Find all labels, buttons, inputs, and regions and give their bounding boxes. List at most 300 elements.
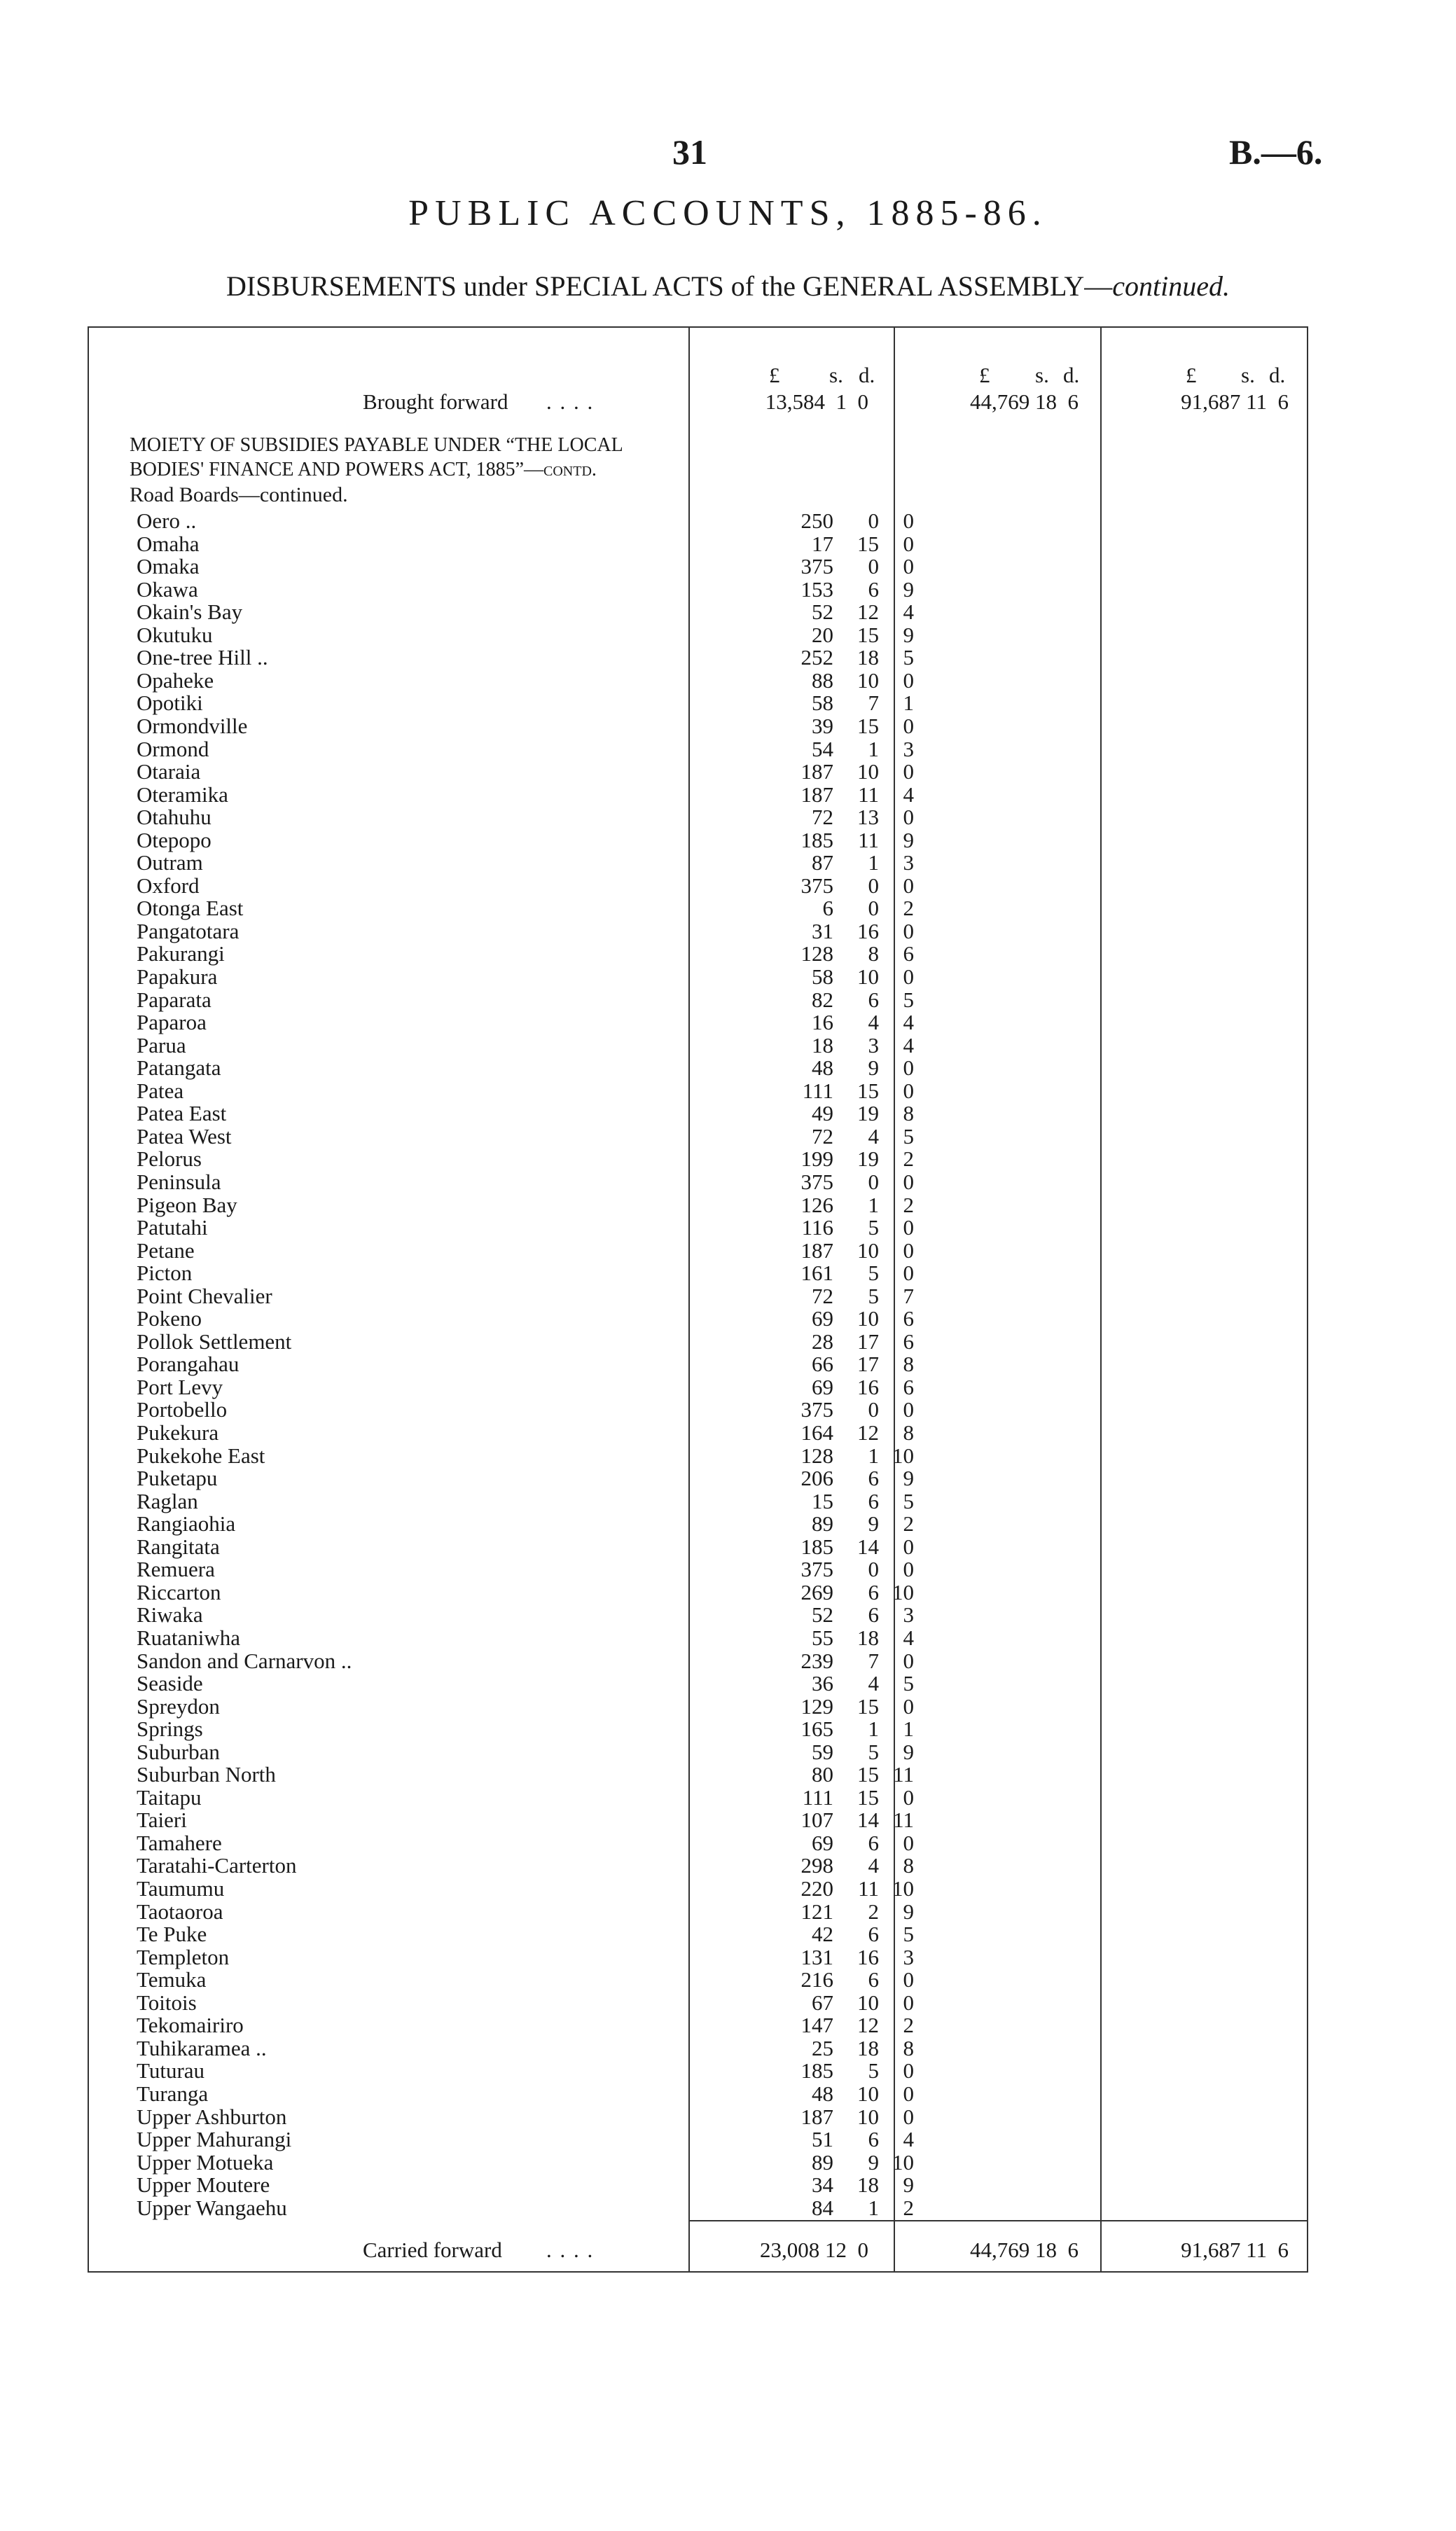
- amount-pence: 0: [903, 531, 914, 556]
- table-row: [137, 713, 914, 738]
- amount-pounds: 220: [800, 1876, 833, 1901]
- amount-pence: 0: [903, 1990, 914, 2015]
- amount-shillings: 0: [868, 873, 879, 898]
- table-row: [137, 782, 914, 807]
- road-board-name: Pelorus: [137, 1146, 202, 1172]
- amount-pounds: 107: [800, 1808, 833, 1833]
- amount-pence: 8: [903, 2035, 914, 2060]
- road-board-name: Sandon and Carnarvon ..: [137, 1648, 352, 1673]
- amount-shillings: 2: [868, 1899, 879, 1924]
- table-row: [137, 1534, 914, 1559]
- amount-pounds: 375: [800, 554, 833, 579]
- amount-shillings: 17: [857, 1329, 879, 1354]
- table-right-rule: [1307, 326, 1308, 2273]
- amount-shillings: 10: [857, 759, 879, 784]
- table-row: [137, 691, 914, 716]
- road-board-name: Point Chevalier: [137, 1283, 272, 1308]
- amount-pounds: 252: [800, 645, 833, 670]
- road-board-name: Omaka: [137, 554, 200, 579]
- table-row: [137, 1146, 914, 1172]
- amount-pence: 8: [903, 1853, 914, 1878]
- amount-shillings: 6: [868, 1488, 879, 1513]
- amount-shillings: 8: [868, 941, 879, 966]
- amount: [721, 1353, 917, 1375]
- amount-pence: 2: [903, 896, 914, 921]
- amount-shillings: 1: [868, 736, 879, 761]
- amount-pounds: 111: [802, 1784, 833, 1810]
- amount: [721, 692, 917, 714]
- amount: [721, 2060, 917, 2082]
- road-board-name: Peninsula: [137, 1169, 221, 1194]
- amount: [721, 1718, 917, 1740]
- amount-pounds: 31: [812, 918, 833, 943]
- amount-pence: 8: [903, 1101, 914, 1126]
- amount-pence: 10: [892, 1876, 914, 1901]
- amount-pounds: 88: [812, 667, 833, 693]
- amount-pounds: 69: [812, 1306, 833, 1331]
- amount-shillings: 14: [857, 1808, 879, 1833]
- table-row: [137, 667, 914, 693]
- road-board-name: Turanga: [137, 2081, 209, 2106]
- amount-pence: 5: [903, 1488, 914, 1513]
- amount-pence: 4: [903, 1625, 914, 1650]
- table-row: [137, 1853, 914, 1878]
- amount-pence: 0: [903, 667, 914, 693]
- amount-shillings: 1: [868, 1717, 879, 1742]
- amount-pence: 9: [903, 622, 914, 647]
- amount-pounds: 28: [812, 1329, 833, 1354]
- amount-pounds: 51: [812, 2127, 833, 2152]
- table-row: [137, 1693, 914, 1719]
- amount-pounds: 375: [800, 1557, 833, 1582]
- amount-shillings: 11: [858, 782, 879, 807]
- amount: [721, 1171, 917, 1193]
- amount-pence: 10: [892, 2149, 914, 2175]
- amount-pence: 8: [903, 1420, 914, 1445]
- road-board-name: Patea East: [137, 1101, 227, 1126]
- amount-shillings: 9: [868, 1055, 879, 1081]
- amount-pence: 0: [903, 964, 914, 989]
- amount-shillings: 18: [857, 2035, 879, 2060]
- amount-pounds: 42: [812, 1922, 833, 1947]
- road-board-name: Taotaoroa: [137, 1899, 223, 1924]
- page-subtitle: [0, 270, 1456, 303]
- carried-forward-dots: . . . .: [546, 2238, 595, 2262]
- table-row: [137, 2127, 914, 2152]
- amount-shillings: 16: [857, 918, 879, 943]
- table-row: [137, 531, 914, 556]
- amount: [721, 1399, 917, 1421]
- amount-pounds: 128: [800, 941, 833, 966]
- road-board-name: Paparoa: [137, 1010, 207, 1035]
- amount-pence: 5: [903, 1671, 914, 1696]
- amount-shillings: 11: [858, 827, 879, 852]
- carried-forward-rule: [690, 2220, 1308, 2221]
- amount-pounds: 48: [812, 1055, 833, 1081]
- road-board-name: Tuturau: [137, 2058, 205, 2083]
- table-row: [137, 1717, 914, 1742]
- amount-pounds: 129: [800, 1693, 833, 1719]
- amount: [721, 1262, 917, 1284]
- amount-pence: 0: [903, 508, 914, 533]
- amount: [721, 624, 917, 646]
- amount-pounds: 34: [812, 2172, 833, 2198]
- amount-pounds: 298: [800, 1853, 833, 1878]
- road-board-name: Tuhikaramea ..: [137, 2035, 267, 2060]
- amount-shillings: 0: [868, 554, 879, 579]
- amount-pounds: 131: [800, 1944, 833, 1969]
- amount-shillings: 6: [868, 576, 879, 602]
- amount-shillings: 10: [857, 667, 879, 693]
- amount-shillings: 18: [857, 645, 879, 670]
- amount-pounds: 89: [812, 2149, 833, 2175]
- amount-shillings: 15: [857, 1078, 879, 1103]
- amount: [721, 1784, 917, 1810]
- amount: [721, 1080, 917, 1102]
- amount: [721, 1763, 917, 1786]
- road-board-name: Picton: [137, 1261, 193, 1286]
- amount-pounds: 80: [812, 1762, 833, 1787]
- amount: [721, 715, 917, 737]
- amount-shillings: 6: [868, 1466, 879, 1491]
- road-board-name: Otaraia: [137, 759, 201, 784]
- amount-shillings: 13: [857, 805, 879, 830]
- road-board-name: Patea West: [137, 1123, 232, 1149]
- col1-pence-header: d.: [859, 363, 875, 387]
- col2-pence-header: d.: [1063, 363, 1080, 387]
- road-board-name: Pukekura: [137, 1420, 219, 1445]
- table-row: [137, 599, 914, 625]
- road-board-name: Okawa: [137, 576, 198, 602]
- road-board-name: Portobello: [137, 1397, 228, 1422]
- section-heading-line-1: MOIETY OF SUBSIDIES PAYABLE UNDER “THE LOCAL: [130, 434, 623, 456]
- amount-pence: 9: [903, 1466, 914, 1491]
- col1-pounds-header: £: [769, 363, 780, 387]
- road-board-name: Remuera: [137, 1557, 215, 1582]
- road-board-name: Oteramika: [137, 782, 228, 807]
- amount-pounds: 206: [800, 1466, 833, 1491]
- amount-shillings: 9: [868, 1511, 879, 1537]
- amount-shillings: 12: [857, 1420, 879, 1445]
- amount: [721, 1422, 917, 1444]
- table-row: [137, 1739, 914, 1764]
- amount-pounds: 48: [812, 2081, 833, 2106]
- road-board-name: Ruataniwha: [137, 1625, 241, 1650]
- amount: [721, 533, 917, 555]
- road-board-name: Riccarton: [137, 1579, 221, 1604]
- brought-forward-label: Brought forward: [363, 389, 508, 414]
- road-board-name: Patutahi: [137, 1215, 208, 1240]
- amount-shillings: 0: [868, 1169, 879, 1194]
- amount: [721, 1693, 917, 1719]
- amount-pence: 9: [903, 827, 914, 852]
- table-bottom-rule: [88, 2271, 1308, 2273]
- table-row: [137, 1237, 914, 1263]
- amount-pence: 2: [903, 1146, 914, 1172]
- road-board-name: Taratahi-Carterton: [137, 1853, 297, 1878]
- amount-shillings: 6: [868, 1967, 879, 1992]
- carried-forward-col3: 91,687 11 6: [1181, 2238, 1289, 2262]
- amount: [721, 2106, 917, 2128]
- brought-forward-col2: 44,769 18 6: [970, 389, 1079, 414]
- road-board-name: Pangatotara: [137, 918, 240, 943]
- amount: [721, 1194, 917, 1216]
- table-row: [137, 1329, 914, 1354]
- amount-pence: 0: [903, 759, 914, 784]
- amount-pence: 7: [903, 1283, 914, 1308]
- road-board-name: Port Levy: [137, 1374, 223, 1399]
- table-row: [137, 576, 914, 602]
- road-board-name: Okutuku: [137, 622, 213, 647]
- amount: [721, 1148, 917, 1170]
- road-board-name: Spreydon: [137, 1693, 220, 1719]
- amount-pence: 9: [903, 2172, 914, 2198]
- amount-shillings: 12: [857, 599, 879, 625]
- amount-shillings: 4: [868, 1010, 879, 1035]
- road-board-name: Porangahau: [137, 1352, 240, 1377]
- road-board-name: Springs: [137, 1717, 203, 1742]
- table-row: [137, 1876, 914, 1901]
- table-row: [137, 2013, 914, 2038]
- road-board-name: Paparata: [137, 987, 212, 1012]
- amount-pence: 0: [903, 873, 914, 898]
- amount-pounds: 128: [800, 1443, 833, 1468]
- amount: [721, 1513, 917, 1535]
- table-row: [137, 2058, 914, 2083]
- amount: [721, 1878, 917, 1900]
- col3-pounds-header: £: [1186, 363, 1197, 387]
- road-board-name: Toitois: [137, 1990, 197, 2015]
- amount-pence: 3: [903, 1944, 914, 1969]
- amount-shillings: 3: [868, 1032, 879, 1058]
- column-rule-3: [1100, 326, 1102, 2273]
- amount-pounds: 187: [800, 1237, 833, 1263]
- amount-pounds: 185: [800, 827, 833, 852]
- amount: [721, 2197, 917, 2219]
- amount-pence: 0: [903, 554, 914, 579]
- amount-pounds: 39: [812, 713, 833, 738]
- amount: [721, 1923, 917, 1946]
- amount-pence: 0: [903, 1534, 914, 1559]
- table-row: [137, 1922, 914, 1947]
- amount-pounds: 52: [812, 1602, 833, 1628]
- document-code: B.—6.: [1229, 132, 1323, 172]
- amount-pounds: 36: [812, 1671, 833, 1696]
- road-board-name: Omaha: [137, 531, 200, 556]
- road-board-name: Upper Wangaehu: [137, 2195, 287, 2220]
- col1-shillings-header: s.: [829, 363, 843, 387]
- amount: [721, 1034, 917, 1057]
- amount-pounds: 164: [800, 1420, 833, 1445]
- carried-forward-label: Carried forward: [363, 2238, 502, 2262]
- amount-pounds: 89: [812, 1511, 833, 1537]
- amount-pence: 1: [903, 1717, 914, 1742]
- amount-pounds: 239: [800, 1648, 833, 1673]
- road-board-name: Seaside: [137, 1671, 203, 1696]
- table-row: [137, 622, 914, 647]
- road-board-name: Patea: [137, 1078, 184, 1103]
- amount-pounds: 375: [800, 1169, 833, 1194]
- table-row: [137, 2149, 914, 2175]
- amount-pence: 5: [903, 645, 914, 670]
- amount-shillings: 7: [868, 691, 879, 716]
- table-row: [137, 1306, 914, 1331]
- road-board-name: Taitapu: [137, 1784, 202, 1810]
- amount: [721, 646, 917, 669]
- amount-pounds: 126: [800, 1192, 833, 1217]
- road-board-name: Templeton: [137, 1944, 230, 1969]
- amount-pounds: 187: [800, 2104, 833, 2129]
- amount-pounds: 52: [812, 599, 833, 625]
- amount: [721, 1946, 917, 1969]
- page-number: 31: [672, 132, 707, 172]
- amount-pounds: 55: [812, 1625, 833, 1650]
- amount-shillings: 1: [868, 850, 879, 875]
- amount: [721, 943, 917, 965]
- table-row: [137, 1808, 914, 1833]
- amount-pence: 4: [903, 2127, 914, 2152]
- amount-pence: 9: [903, 576, 914, 602]
- amount-shillings: 10: [857, 2104, 879, 2129]
- table-row: [137, 1443, 914, 1468]
- amount: [721, 1581, 917, 1604]
- table-row: [137, 1784, 914, 1810]
- amount-pence: 0: [903, 1693, 914, 1719]
- amount: [721, 989, 917, 1011]
- table-row: [137, 918, 914, 943]
- road-board-name: Papakura: [137, 964, 218, 989]
- road-board-name: Outram: [137, 850, 203, 875]
- table-row: [137, 850, 914, 875]
- table-row: [137, 1101, 914, 1126]
- amount-pence: 9: [903, 1899, 914, 1924]
- amount: [721, 829, 917, 852]
- amount-pence: 1: [903, 691, 914, 716]
- amount-shillings: 15: [857, 622, 879, 647]
- amount-shillings: 6: [868, 1579, 879, 1604]
- col3-shillings-header: s.: [1241, 363, 1255, 387]
- amount-shillings: 15: [857, 1762, 879, 1787]
- amount-pence: 9: [903, 1739, 914, 1764]
- amount: [721, 2037, 917, 2060]
- amount-pence: 3: [903, 1602, 914, 1628]
- table-row: [137, 1648, 914, 1673]
- amount-pounds: 69: [812, 1374, 833, 1399]
- road-board-name: Petane: [137, 1237, 195, 1263]
- table-row: [137, 805, 914, 830]
- col2-shillings-header: s.: [1035, 363, 1049, 387]
- amount-pence: 0: [903, 1784, 914, 1810]
- amount-pence: 0: [903, 1830, 914, 1855]
- table-row: [137, 1466, 914, 1491]
- road-board-name: Raglan: [137, 1488, 198, 1513]
- brought-forward-dots: . . . .: [546, 389, 595, 414]
- road-board-name: Riwaka: [137, 1602, 203, 1628]
- amount: [721, 1285, 917, 1308]
- table-row: [137, 827, 914, 852]
- amount: [721, 784, 917, 806]
- road-board-name: Otepopo: [137, 827, 212, 852]
- amount-pence: 8: [903, 1352, 914, 1377]
- amount-pence: 6: [903, 1329, 914, 1354]
- amount-shillings: 17: [857, 1352, 879, 1377]
- table-row: [137, 1762, 914, 1787]
- amount-shillings: 11: [858, 1876, 879, 1901]
- amount-pounds: 25: [812, 2035, 833, 2060]
- amount-pounds: 87: [812, 850, 833, 875]
- table-row: [137, 508, 914, 533]
- amount-shillings: 4: [868, 1671, 879, 1696]
- amount-pence: 6: [903, 941, 914, 966]
- road-board-name: Pukekohe East: [137, 1443, 265, 1468]
- table-row: [137, 1055, 914, 1081]
- road-board-name: Temuka: [137, 1967, 207, 1992]
- col3-pence-header: d.: [1269, 363, 1286, 387]
- amount-pence: 0: [903, 1237, 914, 1263]
- table-row: [137, 1169, 914, 1194]
- amount: [721, 1102, 917, 1125]
- amount-pounds: 72: [812, 805, 833, 830]
- road-board-name: Otonga East: [137, 896, 244, 921]
- table-row: [137, 1283, 914, 1308]
- amount-pence: 4: [903, 1032, 914, 1058]
- amount-pence: 0: [903, 918, 914, 943]
- table-row: [137, 1602, 914, 1628]
- amount-shillings: 6: [868, 1922, 879, 1947]
- road-board-name: Oero ..: [137, 508, 197, 533]
- road-board-name: Parua: [137, 1032, 186, 1058]
- table-row: [137, 1967, 914, 1992]
- amount: [721, 806, 917, 828]
- amount-pence: 5: [903, 987, 914, 1012]
- table-row: [137, 554, 914, 579]
- amount: [721, 920, 917, 943]
- amount: [721, 1536, 917, 1558]
- amount-pence: 11: [893, 1808, 914, 1833]
- amount: [721, 966, 917, 988]
- road-board-name: Suburban North: [137, 1762, 276, 1787]
- amount-shillings: 1: [868, 1192, 879, 1217]
- amount: [721, 1832, 917, 1854]
- road-board-name: Suburban: [137, 1739, 220, 1764]
- amount-pounds: 250: [800, 508, 833, 533]
- amount-pence: 0: [903, 1397, 914, 1422]
- road-board-name: Taumumu: [137, 1876, 225, 1901]
- road-board-name: Ormond: [137, 736, 209, 761]
- amount: [721, 1809, 917, 1831]
- amount-pounds: 165: [800, 1717, 833, 1742]
- amount-shillings: 0: [868, 896, 879, 921]
- amount-shillings: 6: [868, 1830, 879, 1855]
- amount-pounds: 49: [812, 1101, 833, 1126]
- amount-pounds: 6: [822, 896, 833, 921]
- amount: [721, 875, 917, 897]
- amount: [721, 1308, 917, 1330]
- amount-shillings: 6: [868, 2127, 879, 2152]
- amount-shillings: 16: [857, 1374, 879, 1399]
- table-row: [137, 1374, 914, 1399]
- amount: [721, 578, 917, 601]
- amount: [721, 1741, 917, 1763]
- amount-shillings: 5: [868, 2058, 879, 2083]
- table-row: [137, 1261, 914, 1286]
- amount-pence: 6: [903, 1374, 914, 1399]
- amount: [721, 1672, 917, 1695]
- col2-pounds-header: £: [979, 363, 990, 387]
- amount: [721, 738, 917, 761]
- amount-pounds: 187: [800, 782, 833, 807]
- table-row: [137, 1192, 914, 1217]
